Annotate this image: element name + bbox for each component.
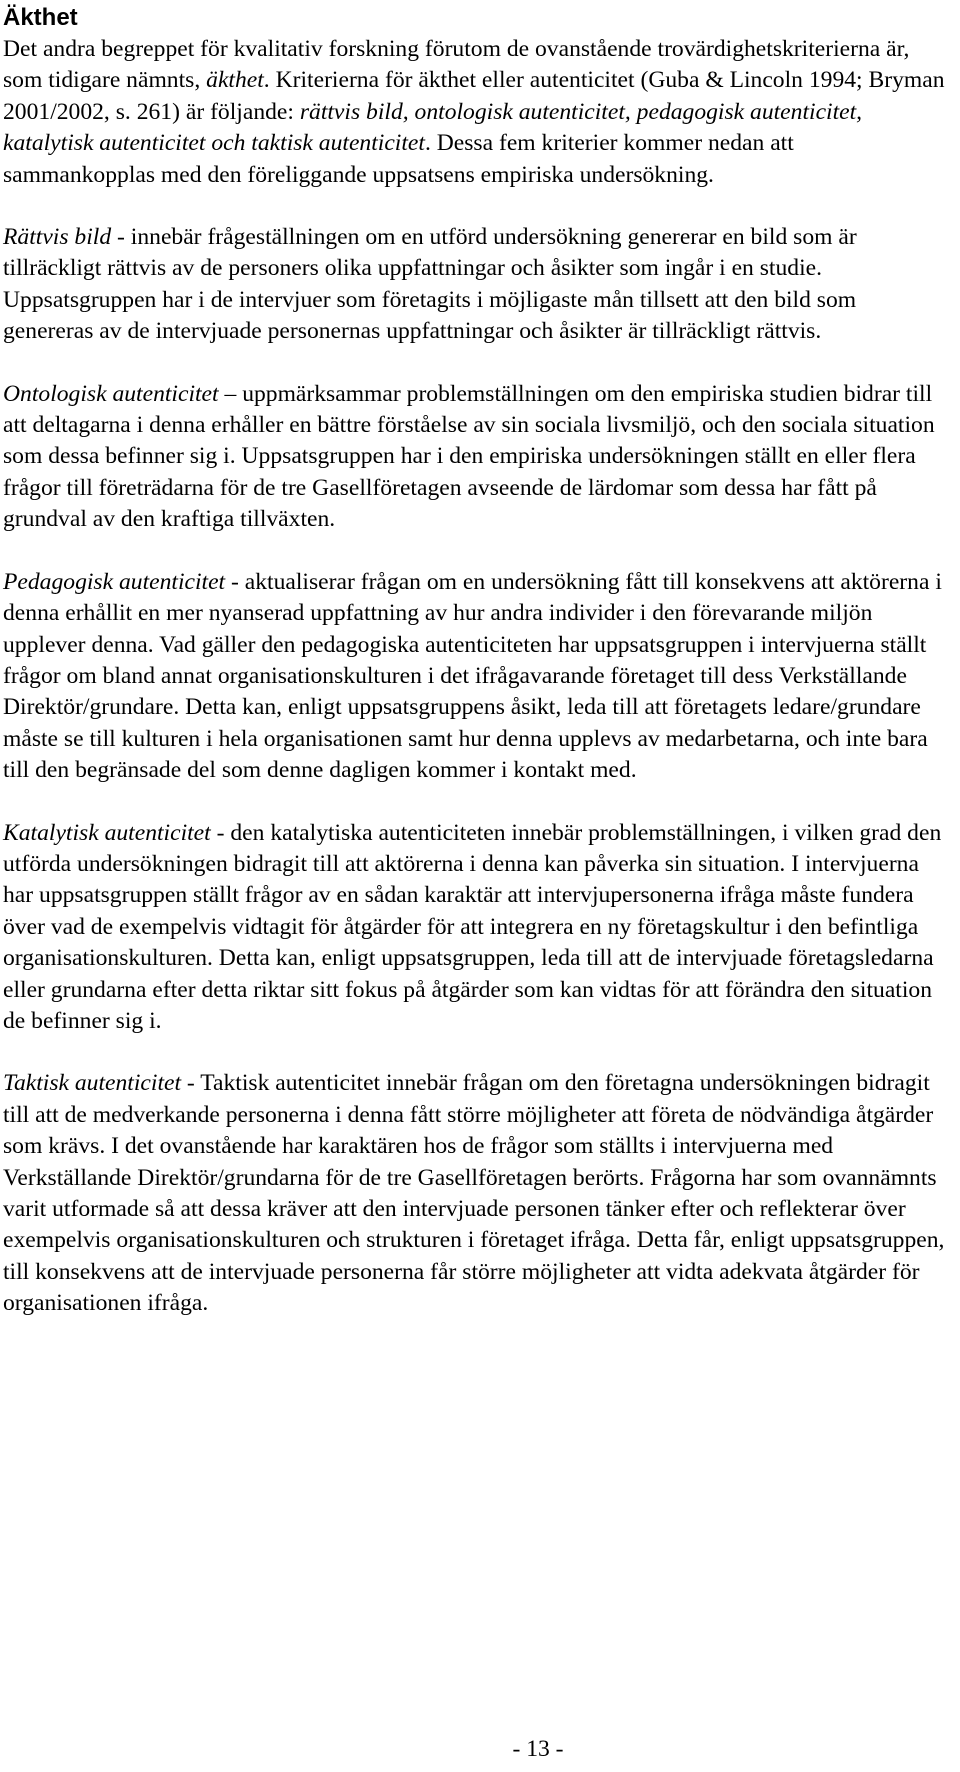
paragraph-rattvis-bild [3, 222, 946, 348]
body-rattvis-bild: - innebär frågeställningen om en utförd undersökning genererar en bild som är tillräckligt rättvis av de personers olika uppfattningar och åsikter som ingår i en studie. Uppsatsgruppen har i de intervjuer som företagits i möjligaste mån tillsett att den bild som genereras av de intervjuade personernas uppfattningar och åsikter är tillräckligt rättvis. [3, 224, 857, 345]
intro-italic-1: äkthet [206, 67, 264, 94]
term-taktisk-autenticitet: Taktisk autenticitet [3, 1070, 182, 1097]
paragraph-ontologisk-autenticitet [3, 379, 946, 536]
intro-text-1: Det andra begreppet för kvalitativ forskning förutom de ovanstående trovärdighetskriterierna är, som tidigare nämnts, [3, 36, 910, 94]
term-rattvis-bild: Rättvis bild [3, 224, 112, 251]
section-heading: Äkthet [3, 4, 78, 31]
intro-text-2: . Kriterierna för äkthet eller autenticitet (Guba & Lincoln 1994; Bryman 2001/2002, s. 261) är följande: [3, 67, 945, 125]
term-pedagogisk-autenticitet: Pedagogisk autenticitet [3, 568, 226, 595]
page-number: - 13 - [512, 1736, 564, 1762]
intro-paragraph [3, 34, 946, 191]
body-katalytisk-autenticitet: - den katalytiska autenticiteten innebär problemställningen, i vilken grad den utförda undersökningen bidragit till att aktörerna i denna kan påverka sin situation. I intervjuerna har uppsatsgruppen ställt frågor av en sådan karaktär att intervjupersonerna ifråga måste fundera över vad de exempelvis vidtagit för åtgärder för att integrera en ny företagskultur i den befintliga organisationskulturen. Detta kan, enligt uppsatsgruppen, leda till att de intervjuade företagsledarna eller grundarna efter detta riktar sitt fokus på åtgärder som kan vidtas för att förändra den situation de befinner sig i. [3, 819, 942, 1034]
paragraph-pedagogisk-autenticitet [3, 567, 946, 787]
paragraph-katalytisk-autenticitet [3, 818, 946, 1038]
term-katalytisk-autenticitet: Katalytisk autenticitet [3, 819, 211, 846]
intro-text-3: . Dessa fem kriterier kommer nedan att sammankopplas med den föreliggande uppsatsens empiriska undersökning. [3, 130, 794, 188]
body-ontologisk-autenticitet: – uppmärksammar problemställningen om den empiriska studien bidrar till att deltagarna i denna erhåller en bättre förståelse av sin sociala livsmiljö, och den sociala situation som dessa befinner sig i. Uppsatsgruppen har i den empiriska undersökningen ställt en eller flera frågor till företrädarna för de tre Gasellföretagen avseende de lärdomar som dessa har fått på grundval av den kraftiga tillväxten. [3, 380, 935, 533]
body-taktisk-autenticitet: - Taktisk autenticitet innebär frågan om den företagna undersökningen bidragit till att de medverkande personerna i denna fått större möjligheter att företa de nödvändiga åtgärder som krävs. I det ovanstående har karaktären hos de frågor som ställts i intervjuerna med Verkställande Direktör/grundarna för de tre Gasellföretagen berörts. Frågorna har som ovannämnts varit utformade så att dessa kräver att den intervjuade personen tänker efter och reflekterar över exempelvis organisationskulturen och strukturen i företaget ifråga. Detta får, enligt uppsatsgruppen, till konsekvens att de intervjuade personerna får större möjligheter att vidta adekvata åtgärder för organisationen ifråga. [3, 1070, 945, 1317]
body-pedagogisk-autenticitet: - aktualiserar frågan om en undersökning fått till konsekvens att aktörerna i denna erhållit en mer nyanserad uppfattning av hur andra individer i den förevarande miljön upplever denna. Vad gäller den pedagogiska autenticiteten har uppsatsgruppen i intervjuerna ställt frågor om bland annat organisationskulturen i det ifrågavarande företaget till dess Verkställande Direktör/grundare. Detta kan, enligt uppsatsgruppens åsikt, leda till att företagets ledare/grundare måste se till kulturen i hela organisationen samt hur denna upplevs av medarbetarna, och inte bara till den begränsade del som denne dagligen kommer i kontakt med. [3, 568, 942, 784]
paragraph-taktisk-autenticitet [3, 1068, 946, 1319]
intro-italic-2: rättvis bild, ontologisk autenticitet, pedagogisk autenticitet, katalytisk autenticitet och taktisk autenticitet [3, 98, 863, 157]
term-ontologisk-autenticitet: Ontologisk autenticitet [3, 380, 219, 407]
